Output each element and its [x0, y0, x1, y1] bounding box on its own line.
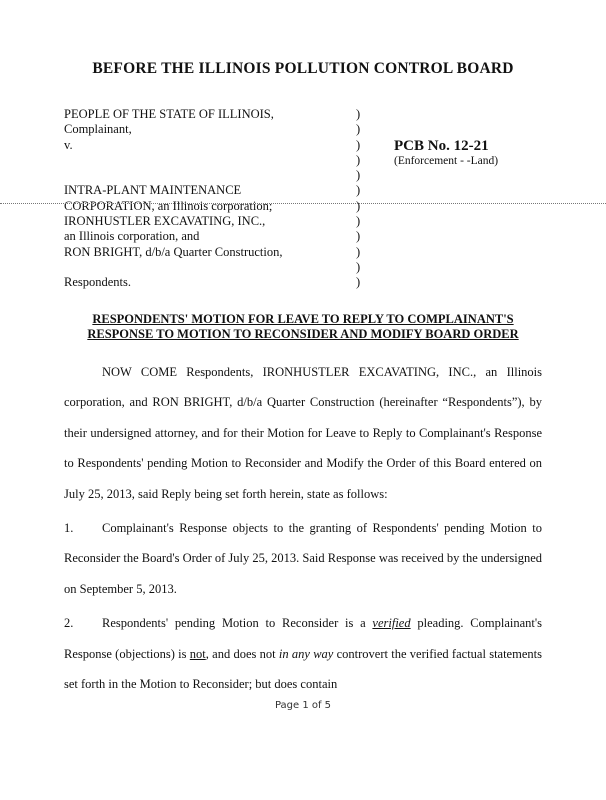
emphasis-not: not	[189, 646, 206, 661]
caption-paren: )	[356, 198, 361, 213]
intro-paragraph: NOW COME Respondents, IRONHUSTLER EXCAVATING, INC., an Illinois corporation, and RON BRIGHT, d/b/a Quarter Construction (hereinafter “Respondents”), by their undersigned attorney, and for their Motion for Leave to Reply to Complainant's Response to Respondents' pending Motion to Reconsider and Modify the Order of this Board entered on July 25, 2013, said Reply being set forth herein, state as follows:	[64, 365, 542, 501]
caption-paren: )	[356, 214, 361, 229]
paragraph-1	[64, 513, 542, 604]
caption-paren: )	[356, 152, 361, 167]
caption-line: Respondents.	[64, 275, 132, 290]
caption-line: CORPORATION, an Illinois corporation;	[64, 198, 273, 213]
caption-line	[64, 260, 283, 275]
caption-line	[64, 168, 283, 183]
paragraph-text: pleading. Complainant's Response (objections) is	[64, 616, 542, 661]
caption-paren: )	[356, 275, 361, 290]
paragraph-number: 2.	[64, 616, 74, 631]
caption-line: Complainant,	[64, 122, 132, 137]
caption-line	[64, 153, 283, 168]
paragraph-2	[64, 608, 542, 699]
caption-paren: )	[356, 259, 361, 274]
caption-parentheses	[356, 107, 360, 291]
paragraph-number: 1.	[64, 521, 74, 536]
motion-heading-line1: RESPONDENTS' MOTION FOR LEAVE TO REPLY TO COMPLAINANT'S	[92, 312, 514, 326]
caption-line: RON BRIGHT, d/b/a Quarter Construction,	[64, 244, 283, 259]
paragraph-text: controvert the verified factual statements set forth in the Motion to Reconsider; but does contain	[64, 646, 542, 692]
document-title: BEFORE THE ILLINOIS POLLUTION CONTROL BOARD	[92, 60, 514, 77]
motion-heading-line2: RESPONSE TO MOTION TO RECONSIDER AND MODIFY BOARD ORDER	[87, 327, 519, 341]
caption-paren: )	[356, 229, 361, 244]
motion-body	[64, 357, 542, 703]
page-footer: Page 1 of 5	[274, 700, 332, 711]
caption-line: INTRA-PLANT MAINTENANCE	[64, 183, 242, 198]
emphasis-in-any-way: in any way	[278, 646, 334, 661]
caption-line: an Illinois corporation, and	[64, 229, 200, 244]
paragraph-text: Respondents' pending Motion to Reconsider is a	[102, 616, 373, 631]
case-type: (Enforcement - -Land)	[394, 155, 499, 167]
motion-heading	[40, 312, 566, 342]
caption-paren: )	[356, 107, 361, 121]
scan-dotted-line	[0, 203, 606, 204]
caption-paren: )	[356, 183, 361, 198]
emphasis-verified: verified	[372, 616, 411, 631]
caption-line: PEOPLE OF THE STATE OF ILLINOIS,	[64, 107, 274, 121]
caption-paren: )	[356, 122, 361, 137]
paragraph-text: , and does not	[205, 646, 279, 661]
case-caption-parties	[64, 107, 283, 291]
caption-line: IRONHUSTLER EXCAVATING, INC.,	[64, 214, 266, 229]
paragraph-text: Complainant's Response objects to the granting of Respondents' pending Motion to Reconsider the Board's Order of July 25, 2013. Said Response was received by the undersigned on September 5, 2013.	[64, 521, 542, 596]
case-number: PCB No. 12-21	[394, 138, 489, 154]
caption-line: v.	[64, 137, 73, 152]
caption-paren: )	[356, 168, 361, 183]
caption-paren: )	[356, 244, 361, 259]
caption-paren: )	[356, 137, 361, 152]
